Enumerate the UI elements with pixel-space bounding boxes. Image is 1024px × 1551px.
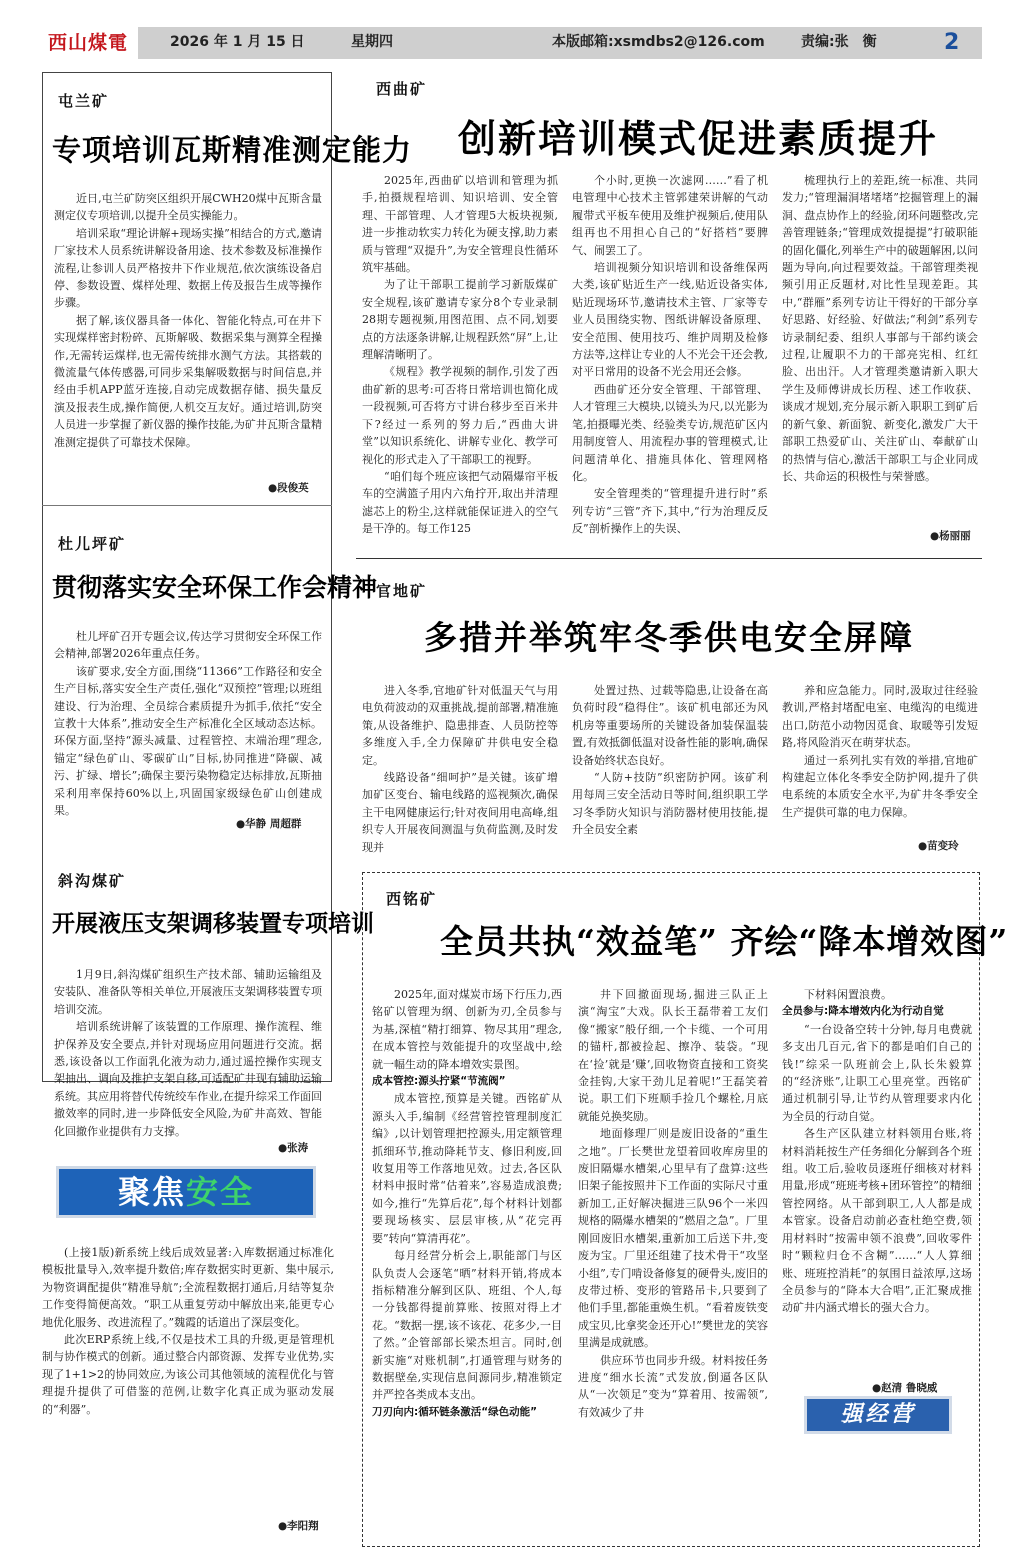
paragraph: 近日,屯兰矿防突区组织开展CWH20煤中瓦斯含量测定仪专项培训,以提升全员实操能力。 [54, 192, 322, 223]
article-column [572, 172, 768, 547]
paragraph: 各生产区队建立材料领用台账,将材料消耗按生产任务细化分解到各个班组。收工后,验收员逐班仔细核对材料用量,形成“班班考核+团环管控”的精细管控网络。从干部到职工,人人都是成本管家。设备启动前必查杜绝空费,领用材料时“按需申领不浪费”,回收零件时“颗粒归仓不含糊”……“人人算细账、班班控消耗”的氛围日益浓厚,这场全员参与的“降本大合唱”,正汇聚成推动矿井内涵式增长的强大合力。 [782, 1127, 972, 1315]
paragraph: 处置过热、过载等隐患,让设备在高负荷时段“稳得住”。该矿机电部还为风机房等重要场所的关键设备加装保温装置,有效抵御低温对设备性能的影响,确保设备始终状态良好。 [572, 684, 768, 767]
page-editor: 责编:张 衡 [801, 34, 877, 50]
page-email: 本版邮箱:xsmdbs2@126.com [552, 34, 765, 50]
paragraph: 进入冬季,官地矿针对低温天气与用电负荷波动的双重挑战,提前部署,精准施策,从设备维护、隐患排查、人员防控等多维度入手,全力保障矿井供电安全稳定。 [362, 684, 558, 767]
article-body [54, 628, 322, 818]
byline: ●苗变玲 [918, 840, 959, 852]
byline: ●华静 周超群 [236, 818, 302, 830]
paragraph: 1月9日,斜沟煤矿组织生产技术部、辅助运输组及安装队、准备队等相关单位,开展液压支架调移装置专项培训交流。 [54, 968, 322, 1016]
paragraph: 培训系统讲解了该装置的工作原理、操作流程、维护保养及安全要点,并针对现场应用问题进行交流。据悉,该设备以工作面乳化液为动力,通过遥控操作实现支架抽出、调向及推护支架自移,可适配矿井现有辅助运输系统。其应用将替代传统绞车作业,在提升综采工作面回撤效率的同时,进一步降低安全风险,为矿井高效、智能化回撤作业提供有力支撑。 [54, 1020, 322, 1138]
paragraph: 安全管理类的“管理提升进行时”系列专访“三管”齐下,其中,“行为治理反反反”剖析操作上的失误、 [572, 487, 768, 536]
paragraph: 井下回撤面现场,掘进三队正上演“淘宝”大戏。队长王磊带着工友们像“搬家”般仔细,一个卡缆、一个可用的锚杆,都被捡起、擦净、装袋。“现在‘捡’就是‘赚’,回收物资直接和工资奖金挂钩,大家干劲儿足着呢!”王磊笑着说。职工们下班顺手捡几个螺栓,月底就能兑换奖励。 [578, 988, 768, 1123]
article-label: 官地矿 [376, 582, 428, 600]
article-column [578, 986, 768, 1541]
paragraph: 养和应急能力。同时,汲取过往经验教训,严格封堵配电室、电缆沟的电缆进出口,防范小动物因觅食、取暖等引发短路,将风险消灭在萌芽状态。 [782, 684, 978, 750]
article-label: 西曲矿 [376, 80, 428, 98]
paragraph: “一台设备空转十分钟,每月电费就多支出几百元,省下的都是咱们自己的钱!”综采一队班前会上,队长朱毅算的“经济账”,让职工心里亮堂。西铭矿通过机制引导,让节约从管理要求内化为全员的行动自觉。 [782, 1022, 972, 1123]
newspaper-logo: 西山煤電 [38, 27, 138, 59]
paragraph: 培训采取“理论讲解+现场实操”相结合的方式,邀请厂家技术人员系统讲解设备用途、技术参数及标准操作流程,让参训人员严格按井下作业规范,依次演练设备启停、参数设置、煤样处理、数据上传及报告生成等操作步骤。 [54, 226, 322, 310]
issue-weekday: 星期四 [351, 34, 393, 50]
article-column [782, 682, 978, 842]
paragraph: 该矿要求,安全方面,围绕“11366”工作路径和安全生产目标,落实安全生产责任,强化“双预控”管理;以班组建设、行为治理、全员综合素质提升为抓手,依托“安全宣教十大体系”,推动安全生产标准化全区域动态达标。环保方面,坚持“源头减量、过程管控、末端治理”理念,锚定“绿色矿山、零碳矿山”目标,协同推进“降碳、减污、扩绿、增长”;确保主要污染物稳定达标排放,瓦斯抽采利用率保持60%以上,巩固国家级绿色矿山创建成果。 [54, 664, 322, 818]
paragraph: 地面修理厂则是废旧设备的“重生之地”。厂长樊世龙望着回收库房里的废旧隔爆水槽架,心里早有了盘算:这些旧架子能按照井下工作面的实际尺寸重新加工,正好解决掘进三队96个一米四规格的隔爆水槽架的“燃眉之急”。厂里刚回废旧水槽架,重新加工后送下井,变废为宝。厂里还组建了技术骨干“攻坚小组”,专门啃设备修复的硬骨头,废旧的皮带过桥、变形的管路吊卡,只要到了他们手里,都能重焕生机。“看着废铁变成宝贝,比拿奖金还开心!”樊世龙的笑容里满是成就感。 [578, 1127, 768, 1350]
article-column [572, 682, 768, 857]
divider [42, 505, 332, 506]
article-title: 开展液压支架调移装置专项培训 [52, 910, 374, 937]
article-title: 贯彻落实安全环保工作会精神 [52, 573, 378, 602]
byline: ●李阳翔 [278, 1520, 319, 1532]
article-title: 专项培训瓦斯精准测定能力 [52, 133, 413, 167]
paragraph: (上接1版)新系统上线后成效显著:入库数据通过标准化模板批量导入,效率提升数倍;库存数据实时更新、集中展示,为物资调配提供“精准导航”;全流程数据打通后,月结等复杂工作变得简便高效。“职工从重复劳动中解放出来,能更专心地优化服务、改进流程了。”魏霞的话道出了深层变化。 [42, 1246, 334, 1329]
article-body [54, 190, 322, 490]
page-number: 2 [944, 30, 960, 55]
subheading: 全员参与:降本增效内化为行动自觉 [782, 1005, 944, 1018]
byline: ●杨丽丽 [930, 530, 971, 542]
byline: ●张涛 [278, 1142, 309, 1154]
article-label: 斜沟煤矿 [58, 872, 127, 890]
paragraph: 2025年,西曲矿以培训和管理为抓手,拍摄规程培训、知识培训、安全管理、干部管理、人才管理5大板块视频,进一步推动软实力转化为硬支撑,助力素质与管理“双提升”,为安全管理良性循环筑牢基础。 [362, 174, 558, 275]
paragraph: 通过一系列扎实有效的举措,官地矿构建起立体化冬季安全防护网,提升了供电系统的本质安全水平,为矿井冬季安全生产提供可靠的电力保障。 [782, 753, 978, 819]
paragraph: 成本管控,预算是关键。西铭矿从源头入手,编制《经营管控管理制度汇编》,以计划管理把控源头,用定额管理抓细环节,推动降耗节支、修旧利废,回收复用等工作落地见效。过去,各区队材料申报时常“估着来”,容易造成浪费;如今,推行“先算后花”,每个材料计划都要现场核实、层层审核,从“花完再要”转向“算清再花”。 [372, 1092, 562, 1245]
paragraph: 《规程》教学视频的制作,引发了西曲矿新的思考:可否将日常培训也简化成一段视频,可否将方寸讲台移步至百米井下?经过一系列的努力后,“西曲大讲堂”以知识系统化、讲解专业化、教学可视化的形式走入了干部职工的视野。 [362, 365, 558, 466]
article-column [782, 172, 978, 527]
paragraph: “人防+技防”织密防护网。该矿利用每周三安全活动日等时间,组织职工学习冬季防火知识与消防器材使用技能,提升全员安全素 [572, 771, 768, 837]
paragraph: 西曲矿还分安全管理、干部管理、人才管理三大模块,以镜头为尺,以光影为笔,拍摄曝光类、经验类专访,规范矿区内用制度管人、用流程办事的管理模式,让问题清单化、措施具体化、管理网格化。 [572, 382, 768, 483]
paragraph: 线路设备“细呵护”是关键。该矿增加矿区变台、输电线路的巡视频次,确保主干电网健康运行;针对夜间用电高峰,组织专人开展夜间测温与负荷监测,及时发现并 [362, 771, 558, 854]
byline: ●段俊英 [268, 482, 309, 494]
paragraph: 杜儿坪矿召开专题会议,传达学习贯彻安全环保工作会精神,部署2026年重点任务。 [54, 630, 322, 661]
article-title: 多措并举筑牢冬季供电安全屏障 [424, 618, 914, 657]
paragraph: 供应环节也同步升级。材料按任务进度“细水长流”式发放,倒逼各区队从“一次领足”变为“算着用、按需领”,有效减少了井 [578, 1353, 768, 1419]
paragraph: “咱们每个班应该把气动隔爆帘平板车的空满篮子用内六角拧开,取出并清理滤芯上的粉尘,这样就能保证进入的空气是干净的。每工作125 [362, 469, 558, 536]
subheading: 刀刃向内:循环链条激活“绿色动能” [372, 1405, 538, 1418]
paragraph: 下材料闲置浪费。 [804, 988, 892, 1001]
paragraph: 为了让干部职工提前学习新版煤矿安全规程,该矿邀请专家分8个专业录制28期专题视频,用图范围、点不同,划要点的方法逐条讲解,让规程跃然“屏”上,让理解清晰明了。 [362, 278, 558, 362]
article-body [42, 1244, 334, 1514]
paragraph: 个小时,更换一次滤网……”看了机电管理中心技术主管郭建荣讲解的气动履带式平板车使用及维护视频后,使用队组再也不用担心自己的“好搭档”要脾气、闹罢工了。 [572, 174, 768, 257]
paragraph: 2025年,面对煤炭市场下行压力,西铭矿以管理为纲、创新为刃,全员参与为基,深植“精打细算、物尽其用”理念,在成本管控与效能提升的攻坚战中,绘就一幅生动的降本增效实景图。 [372, 988, 562, 1071]
article-label: 杜儿坪矿 [58, 535, 127, 553]
subheading: 成本管控:源头拧紧“节流阀” [372, 1075, 506, 1088]
article-column [362, 682, 558, 857]
paragraph: 每月经营分析会上,职能部门与区队负责人会逐笔“晒”材料开销,将成本指标精准分解到区队、班组、个人,每一分钱都得提前算账、按照对得上才花。“数据一摆,该不该花、花多少,一目了然。”企管部部长梁杰坦言。同时,创新实施“对账机制”,打通管理与财务的数据壁垒,实现信息间源同步,精准锁定并严控各类成本支出。 [372, 1249, 562, 1402]
paragraph: 此次ERP系统上线,不仅是技术工具的升级,更是管理机制与协作模式的创新。通过整合内部资源、发挥专业优势,实现了1+1>2的协同效应,为该公司其他领域的流程优化与管理提升提供了可借鉴的范例,让数字化真正成为驱动发展的“利器”。 [42, 1333, 334, 1416]
banner-text-accent: 安全 [186, 1173, 255, 1211]
banner-text: 聚焦 [117, 1173, 186, 1211]
divider [356, 558, 982, 559]
paragraph: 培训视频分知识培训和设备维保两大类,该矿贴近生产一线,贴近设备实体,贴近现场环节,邀请技术主管、厂家等专业人员围绕实物、图纸讲解设备原理、安全范围、使用技巧、维护周期及检修方法等,这样让专业的人不光会干还会教,对平日常用的设备不光会用还会修。 [572, 261, 768, 379]
article-column [362, 172, 558, 547]
focus-safety-banner [56, 1166, 316, 1218]
article-title: 创新培训模式促进素质提升 [458, 116, 939, 161]
paragraph: 梳理执行上的差距,统一标准、共同发力;“管理漏洞堵堵堵”挖掘管理上的漏洞、盘点协作上的经验,闭环问题整改,完善管理链条;“管理成效提提提”打破职能的固化僵化,列举生产中的破题解困,以问题为导向,向过程要效益。干部管理类视频引用正反题材,对比性呈现差距。其中,“群雁”系列专访让干得好的干部分享好思路、好经验、好做法;“利剑”系列专访录制纪委、组织人事部与干部约谈会过程,让履职不力的干部亮宪相、红红脸、出出汗。人才管理类邀请新入职大学生及师傅讲成长历程、述工作收获、谈成才规划,充分展示新入职职工到矿后的新气象、新面貌、新变化,激发广大干部职工热爱矿山、关注矿山、奉献矿山的热情与信心,激活干部职工与企业同成长、共命运的积极性与荣誉感。 [782, 174, 978, 483]
byline: ●赵清 鲁晓威 [872, 1382, 938, 1394]
masthead [38, 27, 982, 59]
article-column [782, 986, 972, 1381]
article-column [372, 986, 562, 1541]
issue-date: 2026 年 1 月 15 日 [170, 34, 305, 50]
strong-operation-banner: 强经营 [804, 1396, 952, 1434]
article-label: 屯兰矿 [58, 92, 110, 110]
article-body [54, 966, 322, 1156]
paragraph: 据了解,该仪器具备一体化、智能化特点,可在井下实现煤样密封粉碎、瓦斯解吸、数据采集与测算全程操作,无需转运煤样,也无需传统排水测气方法。其搭载的微流量气体传感器,可同步采集解吸数据与时间信息,并经由手机APP蓝牙连接,自动完成数据存储、损失量反演及报表生成,操作简便,人机交互友好。通过培训,防突人员进一步掌握了新仪器的操作技能,为矿井瓦斯含量精准测定提供了可靠技术保障。 [54, 313, 322, 449]
article-label: 西铭矿 [386, 890, 438, 908]
article-title: 全员共执“效益笔” 齐绘“降本增效图” [440, 922, 1009, 961]
